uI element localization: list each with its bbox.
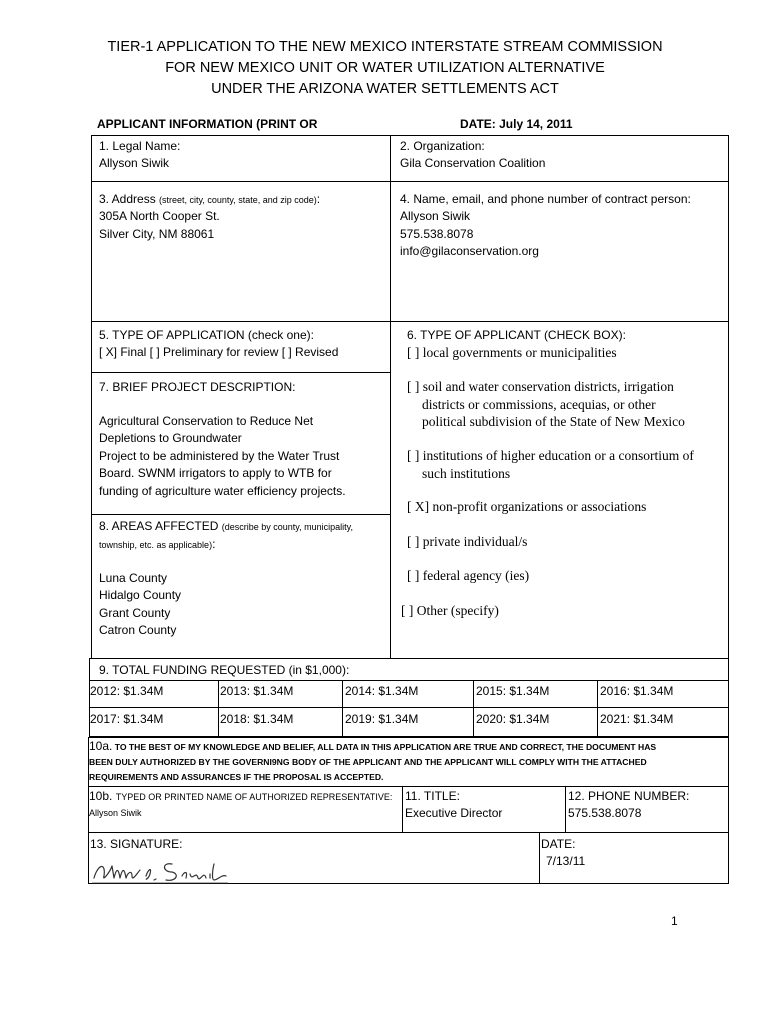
- page-number: 1: [671, 914, 678, 928]
- address-label-text: 3. Address: [99, 192, 156, 206]
- funding-2018: 2018: $1.34M: [220, 712, 294, 726]
- certification-text-1: TO THE BEST OF MY KNOWLEDGE AND BELIEF, ALL DATA IN THIS APPLICATION ARE TRUE AND CORRECT, THE DOCUMENT HAS: [114, 742, 657, 752]
- area-item: Luna County: [99, 571, 168, 585]
- address-line-1: 305A North Cooper St.: [99, 209, 220, 223]
- area-item: Catron County: [99, 623, 177, 637]
- areas-affected-colon: :: [212, 537, 216, 551]
- funding-2014: 2014: $1.34M: [345, 684, 419, 698]
- phone-value: 575.538.8078: [568, 806, 642, 820]
- funding-2017: 2017: $1.34M: [90, 712, 164, 726]
- areas-affected-hint-2: township, etc. as applicable): [99, 540, 213, 550]
- funding-2012: 2012: $1.34M: [90, 684, 164, 698]
- address-line-2: Silver City, NM 88061: [99, 227, 215, 241]
- document-title-line-1: TIER-1 APPLICATION TO THE NEW MEXICO INTERSTATE STREAM COMMISSION: [107, 39, 663, 55]
- funding-2016: 2016: $1.34M: [600, 684, 674, 698]
- applicant-type-option-private: [ ] private individual/s: [407, 534, 528, 549]
- areas-affected-label: [99, 518, 353, 537]
- document-title-line-3: UNDER THE ARIZONA WATER SETTLEMENTS ACT: [211, 81, 559, 97]
- funding-2020: 2020: $1.34M: [476, 712, 550, 726]
- funding-2019: 2019: $1.34M: [345, 712, 419, 726]
- areas-affected-hint-1: (describe by county, municipality,: [221, 522, 353, 532]
- handwritten-signature: [88, 852, 248, 886]
- legal-name-value: Allyson Siwik: [99, 156, 170, 170]
- applicant-type-option-districts-line-3: political subdivision of the State of New Mexico: [422, 414, 685, 429]
- contact-label: 4. Name, email, and phone number of contract person:: [400, 192, 691, 206]
- applicant-type-option-higher-ed: [ ] institutions of higher education or a consortium of: [407, 448, 694, 463]
- title-value: Executive Director: [405, 806, 503, 820]
- title-label: 11. TITLE:: [405, 789, 460, 803]
- certification-line-2: BEEN DULY AUTHORIZED BY THE GOVERNI9NG BODY OF THE APPLICANT AND THE APPLICANT WILL COMPLY WITH THE ATTACHED: [89, 757, 647, 767]
- areas-affected-hint-line-2: [99, 536, 215, 555]
- funding-2015: 2015: $1.34M: [476, 684, 550, 698]
- legal-name-label: 1. Legal Name:: [99, 139, 181, 153]
- signature-date-value: 7/13/11: [546, 854, 586, 868]
- representative-label-text: TYPED OR PRINTED NAME OF AUTHORIZED REPRESENTATIVE:: [115, 792, 393, 802]
- project-description-line-5: funding of agriculture water efficiency projects.: [99, 484, 346, 498]
- organization-label: 2. Organization:: [400, 139, 485, 153]
- project-description-line-2: Depletions to Groundwater: [99, 431, 242, 445]
- application-date: DATE: July 14, 2011: [460, 117, 573, 131]
- applicant-type-option-federal: [ ] federal agency (ies): [407, 568, 530, 583]
- project-description-line-1: Agricultural Conservation to Reduce Net: [99, 414, 314, 428]
- applicant-type-option-local-gov: [ ] local governments or municipalities: [407, 345, 617, 360]
- representative-prefix: 10b.: [89, 789, 113, 803]
- contact-name: Allyson Siwik: [400, 209, 471, 223]
- applicant-info-heading: APPLICANT INFORMATION (PRINT OR: [97, 117, 318, 131]
- signature-date-label: DATE:: [541, 837, 576, 851]
- funding-2013: 2013: $1.34M: [220, 684, 294, 698]
- area-item: Hidalgo County: [99, 588, 182, 602]
- applicant-type-option-districts-line-2: districts or commissions, acequias, or other: [422, 397, 656, 412]
- certification-line-3: REQUIREMENTS AND ASSURANCES IF THE PROPOSAL IS ACCEPTED.: [89, 772, 384, 782]
- signature-label: 13. SIGNATURE:: [90, 837, 183, 851]
- project-description-label: 7. BRIEF PROJECT DESCRIPTION:: [99, 380, 296, 394]
- applicant-type-label: 6. TYPE OF APPLICANT (CHECK BOX):: [407, 328, 626, 342]
- project-description-line-4: Board. SWNM irrigators to apply to WTB for: [99, 466, 332, 480]
- certification-prefix: 10a.: [89, 739, 113, 753]
- funding-2021: 2021: $1.34M: [600, 712, 674, 726]
- document-title-line-2: FOR NEW MEXICO UNIT OR WATER UTILIZATION ALTERNATIVE: [165, 60, 605, 76]
- application-type-options: [ X] Final [ ] Preliminary for review [ ] Revised: [99, 345, 339, 359]
- phone-label: 12. PHONE NUMBER:: [568, 789, 690, 803]
- contact-phone: 575.538.8078: [400, 227, 474, 241]
- applicant-type-option-districts: [ ] soil and water conservation districts, irrigation: [407, 379, 674, 394]
- contact-email: info@gilaconservation.org: [400, 244, 539, 258]
- address-label-colon: :: [316, 192, 321, 206]
- representative-value: Allyson Siwik: [89, 808, 142, 818]
- applicant-type-option-nonprofit: [ X] non-profit organizations or associations: [407, 499, 647, 514]
- certification-line-1: [89, 739, 656, 755]
- project-description-line-3: Project to be administered by the Water Trust: [99, 449, 340, 463]
- address-label: [99, 191, 320, 210]
- application-type-label: 5. TYPE OF APPLICATION (check one):: [99, 328, 314, 342]
- funding-label: 9. TOTAL FUNDING REQUESTED (in $1,000):: [99, 663, 350, 677]
- areas-affected-label-text: 8. AREAS AFFECTED: [99, 519, 219, 533]
- representative-label: [89, 788, 392, 807]
- applicant-type-option-other: [ ] Other (specify): [401, 603, 499, 618]
- applicant-type-option-higher-ed-line-2: such institutions: [422, 466, 511, 481]
- address-hint: (street, city, county, state, and zip code): [159, 195, 317, 205]
- area-item: Grant County: [99, 606, 171, 620]
- organization-value: Gila Conservation Coalition: [400, 156, 546, 170]
